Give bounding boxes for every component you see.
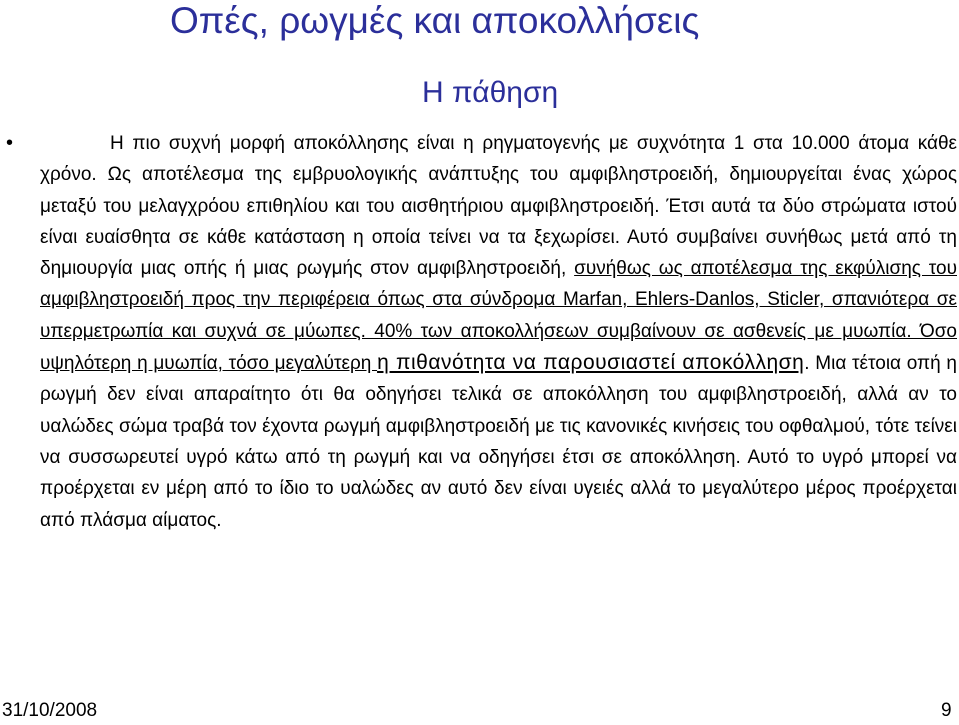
- slide-title: Οπές, ρωγμές και αποκολλήσεις: [170, 0, 700, 41]
- footer-date: 31/10/2008: [2, 700, 98, 721]
- underlined-text: συνήθως ως αποτέλεσμα της εκφύλισης του αμφιβληστροειδή προς την περιφέρεια όπως στα σύνδρομα Marfan, Ehlers-Danlos, Sticler, σπανιότερα σε υπερμετρωπία και συχνά σε μύωπες. 40% των αποκολλήσεων συμβαίνουν σε ασθενείς με μυωπία. Όσο υψηλότερη η μυωπία, τόσο μεγαλύτερη: [40, 258, 957, 375]
- slide-subtitle: Η πάθηση: [422, 76, 559, 109]
- emphasized-text: η πιθανότητα να παρουσιαστεί αποκόλληση: [377, 351, 805, 375]
- paragraph-text-start: Η πιο συχνή μορφή αποκόλλησης είναι η ρηγματογενής με συχνότητα 1 στα 10.000 άτομα κάθε χρόνο. Ως αποτέλεσμα της εμβρυολογικής ανάπτυξης του αμφιβληστροειδή, δημιουργείται ένας χώρος μεταξύ του μελαγχρόου επιθηλίου και του αισθητήριου αμφιβληστροειδή. Έτσι αυτά τα δύο στρώματα ιστού είναι ευαίσθητα σε κάθε κατάσταση η οποία τείνει να τα ξεχωρίσει. Αυτό συμβαίνει συνήθως μετά από τη δημιουργία μιας οπής ή μιας ρωγμής στον αμφιβληστροειδή,: [40, 133, 957, 280]
- paragraph-text-end: . Μια τέτοια οπή η ρωγμή δεν είναι απαραίτητο ότι θα οδηγήσει τελικά σε αποκόλληση του αμφιβληστροειδή, αλλά αν το υαλώδες σώμα τραβά τον έχοντα ρωγμή αμφιβληστροειδή με τις κανονικές κινήσεις του οφθαλμού, τότε τείνει να συσσωρευτεί υγρό κάτω από τη ρωγμή και να οδηγήσει έτσι σε αποκόλληση. Αυτό το υγρό μπορεί να προέρχεται εν μέρη από το ίδιο το υαλώδες αν αυτό δεν είναι υγειές αλλά το μεγαλύτερο μέρος προέρχεται από πλάσμα αίματος.: [40, 353, 957, 531]
- bullet-paragraph: [40, 128, 957, 536]
- slide-number: 9: [941, 700, 952, 721]
- bullet-marker: •: [6, 132, 14, 154]
